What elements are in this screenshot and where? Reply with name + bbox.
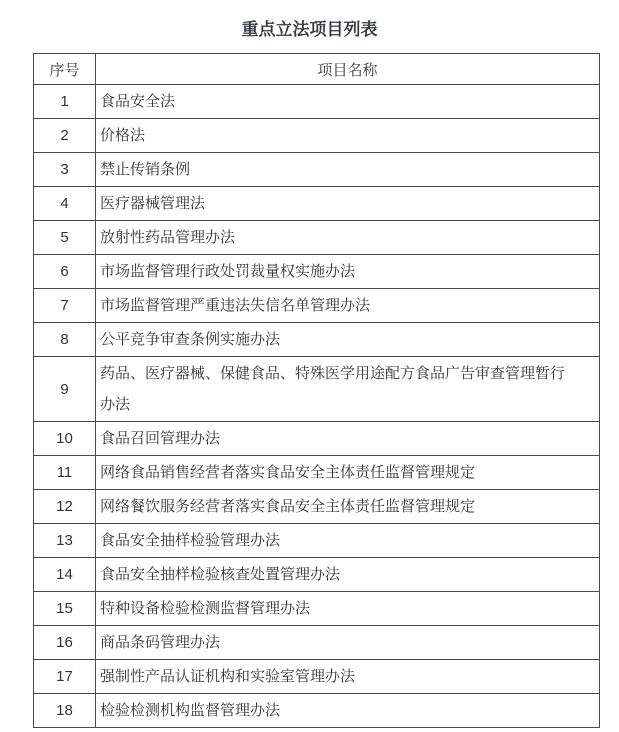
project-name: 放射性药品管理办法 <box>96 221 600 255</box>
row-number: 12 <box>34 490 96 524</box>
table-row <box>34 524 600 558</box>
table-row <box>34 456 600 490</box>
row-number: 8 <box>34 323 96 357</box>
row-number: 14 <box>34 558 96 592</box>
row-number: 18 <box>34 694 96 728</box>
row-number: 13 <box>34 524 96 558</box>
table-row <box>34 422 600 456</box>
row-number: 10 <box>34 422 96 456</box>
row-number: 11 <box>34 456 96 490</box>
table-row <box>34 289 600 323</box>
table-row <box>34 85 600 119</box>
row-number: 6 <box>34 255 96 289</box>
row-number: 5 <box>34 221 96 255</box>
row-number: 7 <box>34 289 96 323</box>
project-name: 公平竞争审查条例实施办法 <box>96 323 600 357</box>
legislation-table <box>33 53 600 728</box>
project-name: 检验检测机构监督管理办法 <box>96 694 600 728</box>
table-row <box>34 221 600 255</box>
table-row <box>34 558 600 592</box>
table-row <box>34 323 600 357</box>
table-row <box>34 187 600 221</box>
project-name: 药品、医疗器械、保健食品、特殊医学用途配方食品广告审查管理暂行办法 <box>96 357 600 422</box>
row-number: 1 <box>34 85 96 119</box>
row-number: 9 <box>34 357 96 422</box>
project-name: 市场监督管理严重违法失信名单管理办法 <box>96 289 600 323</box>
project-name: 食品安全抽样检验核查处置管理办法 <box>96 558 600 592</box>
row-number: 17 <box>34 660 96 694</box>
header-row <box>34 54 600 85</box>
project-name: 禁止传销条例 <box>96 153 600 187</box>
project-name: 特种设备检验检测监督管理办法 <box>96 592 600 626</box>
row-number: 4 <box>34 187 96 221</box>
table-row <box>34 119 600 153</box>
row-number: 15 <box>34 592 96 626</box>
project-name: 商品条码管理办法 <box>96 626 600 660</box>
row-number: 3 <box>34 153 96 187</box>
table-row <box>34 357 600 422</box>
project-name: 网络餐饮服务经营者落实食品安全主体责任监督管理规定 <box>96 490 600 524</box>
row-number: 2 <box>34 119 96 153</box>
project-name: 食品安全抽样检验管理办法 <box>96 524 600 558</box>
column-header-project-name: 项目名称 <box>96 54 600 85</box>
project-name: 食品安全法 <box>96 85 600 119</box>
table-body <box>34 85 600 728</box>
project-name: 价格法 <box>96 119 600 153</box>
row-number: 16 <box>34 626 96 660</box>
project-name: 强制性产品认证机构和实验室管理办法 <box>96 660 600 694</box>
table-row <box>34 660 600 694</box>
table-row <box>34 490 600 524</box>
project-name: 市场监督管理行政处罚裁量权实施办法 <box>96 255 600 289</box>
table-row <box>34 255 600 289</box>
table-row <box>34 153 600 187</box>
table-row <box>34 626 600 660</box>
table-row <box>34 592 600 626</box>
project-name: 网络食品销售经营者落实食品安全主体责任监督管理规定 <box>96 456 600 490</box>
table-row <box>34 694 600 728</box>
project-name: 医疗器械管理法 <box>96 187 600 221</box>
column-header-number: 序号 <box>34 54 96 85</box>
page-title: 重点立法项目列表 <box>241 20 378 39</box>
table-header <box>34 54 600 85</box>
project-name: 食品召回管理办法 <box>96 422 600 456</box>
